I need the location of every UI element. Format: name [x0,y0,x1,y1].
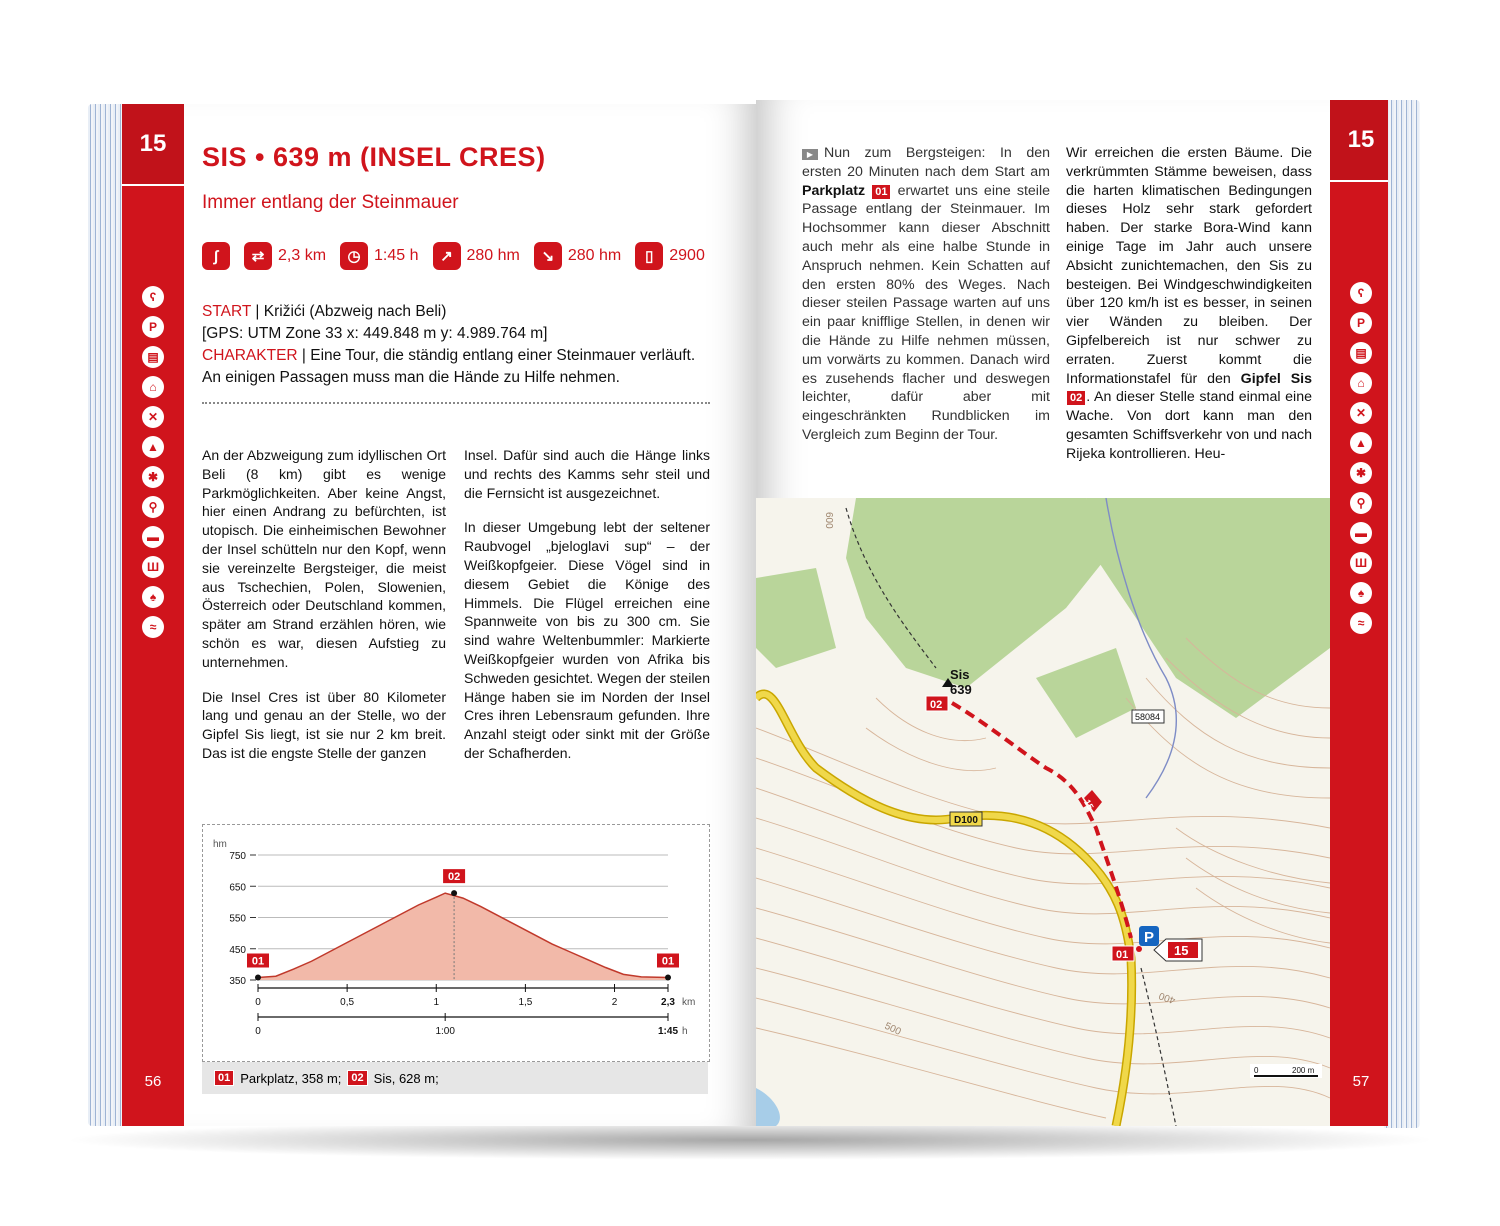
paragraph: Die Insel Cres ist über 80 Kilometer lang und genau an der Stelle, wo der Gipfel Sis liegt, ist sie nur 2 km breit. Das ist die engste Stelle der ganzen [202,688,446,761]
snowflake-icon: ✱ [1350,462,1372,484]
code-label: 58084 [1135,712,1161,722]
left-red-rail [122,104,184,1126]
time-value: 1:45 h [374,247,419,264]
ascent-icon: ↗ [433,242,461,270]
y-tick-label: 450 [229,944,246,956]
start-point [1136,946,1142,952]
book-shadow [60,1120,1440,1160]
mountain-icon: ▲ [142,436,164,458]
waypoint-01-label: 01 [1116,949,1129,961]
waypoint-badge: 01 [214,1070,234,1086]
x-axis-unit: km [682,997,696,1008]
bear-icon: ʕ [1350,282,1372,304]
page-number: 56 [144,1073,162,1090]
bed-icon: ▬ [142,526,164,548]
tour-info [202,301,712,389]
cablecar-icon: ⌂ [1350,372,1372,394]
y-tick-label: 650 [229,882,246,894]
category-icons [1330,282,1388,642]
y-axis-unit: hm [213,839,227,850]
cablecar-icon: ⌂ [142,376,164,398]
map-icon: ▯ [635,242,663,270]
x-tick-label: 0 [255,997,261,1008]
parking-icon: P [142,316,164,338]
waypoint-label: 01 [251,955,265,968]
route-number-label: 15 [1174,943,1189,958]
bus-icon: ▤ [1350,342,1372,364]
waypoint-legend [202,1062,708,1094]
divider [202,402,710,404]
paragraph: Insel. Dafür sind auch die Hänge links und rechts des Kamms sehr steil und die Fernsicht ist ausgezeichnet. [464,447,710,501]
contour-label: 400 [1157,989,1178,1006]
tour-subtitle: Immer entlang der Steinmauer [202,192,459,213]
scale-bar-start: 0 [1254,1066,1259,1075]
y-tick-label: 550 [229,913,246,925]
distance-value: 2,3 km [278,247,327,264]
route-type-icon: ∫ [202,242,230,270]
contour-label: 500 [882,1020,903,1038]
charakter-label: CHARAKTER [202,347,298,364]
map-svg [756,498,1330,1126]
text-column-1 [202,446,446,779]
waypoint-badge: 02 [1066,390,1086,406]
text-run: . An dieser Stelle stand einmal eine Wache. Von dort kann man den gesamten Schiffsverkehr von und nach Rijeka kontrollieren. Heu- [1066,389,1312,462]
map-number: 2900 [669,247,705,264]
waypoint-label: 01 [661,955,675,968]
x-tick-label: 2,3 [661,997,675,1008]
start-text: | Križići (Abzweig nach Beli) [251,303,447,320]
contour-label: 600 [823,512,834,529]
parkplatz-term: Parkplatz [802,182,866,199]
waypoint-dot [451,890,457,896]
x-tick-label: 1,5 [518,997,533,1008]
left-page [122,104,758,1126]
peak-name: Sis [950,667,970,682]
parking-icon: P [1350,312,1372,334]
time-axis-unit: h [682,1026,688,1037]
book-edge-right [1384,100,1420,1128]
waypoint-badge: 01 [871,184,891,200]
text-run: Wir erreichen die ersten Bäume. Die verkrümmten Stämme beweisen, dass die harten klimatischen Bedingungen dieses Holz sehr stark gefordert haben. Der starke Bora-Wind kann einige Tage im Jahr auch unsere Absicht zunichtemachen, den Sis zu besteigen. Bei Windgeschwindigkeiten über 120 km/h ist es besser, in seinen vier Wänden zu bleiben. Der Gipfelbereich ist nur schwer zu erraten. Zuerst kommt die Informationstafel für den [1066,145,1312,387]
swim-icon: ≈ [142,616,164,638]
charakter-text: | Eine Tour, die ständig entlang einer Steinmauer verläuft. An einigen Passagen muss man die Hände zu Hilfe nehmen. [202,347,696,386]
scale-bar-end: 200 m [1292,1066,1315,1075]
restaurant-icon: ✕ [1350,402,1372,424]
profile-area [258,893,668,980]
bear-icon: ʕ [142,286,164,308]
arrow-icon: ▶ [802,149,818,160]
waypoint-badge: 02 [347,1070,367,1086]
tour-stats [202,242,705,270]
category-icons [122,286,184,646]
museum-icon: Ш [142,556,164,578]
waypoint-label: 02 [447,871,461,884]
descent-icon: ↘ [534,242,562,270]
right-page [756,100,1388,1126]
elevation-profile [202,824,710,1062]
time-tick-label: 1:00 [435,1026,455,1037]
page-number: 57 [1352,1073,1370,1090]
topographic-map [756,498,1330,1126]
waypoint-text: Parkplatz, 358 m; [240,1070,342,1086]
ascent-value: 280 hm [466,247,520,264]
restaurant-icon: ✕ [142,406,164,428]
bed-icon: ▬ [1350,522,1372,544]
waypoint-dot [255,975,261,981]
time-tick-label: 0 [255,1026,261,1037]
start-label: START [202,303,252,320]
x-tick-label: 2 [611,997,618,1008]
waypoint-02-label: 02 [930,699,943,711]
gipfel-term: Gipfel Sis [1240,370,1312,387]
swim-icon: ≈ [1350,612,1372,634]
clock-icon: ◷ [340,242,368,270]
right-text-column-2 [1066,144,1312,464]
tree-icon: ♠ [142,586,164,608]
parking-label: P [1144,929,1155,946]
mountain-icon: ▲ [1350,432,1372,454]
x-tick-label: 1 [433,997,440,1008]
y-tick-label: 750 [229,851,246,862]
gps-text: [GPS: UTM Zone 33 x: 449.848 m y: 4.989.764 m] [202,325,548,342]
tour-title: SIS • 639 m (INSEL CRES) [202,142,546,172]
y-tick-label: 350 [229,976,246,987]
tour-number-tab: 15 [1330,100,1388,182]
peak-altitude: 639 [950,682,972,697]
right-red-rail [1330,100,1388,1126]
road-label: D100 [954,815,978,826]
bike-icon: ⚲ [142,496,164,518]
route-marker-label: 15 [1082,797,1096,812]
bike-icon: ⚲ [1350,492,1372,514]
museum-icon: Ш [1350,552,1372,574]
waypoint-dot [665,975,671,981]
elevation-chart [203,825,709,1061]
bus-icon: ▤ [142,346,164,368]
right-text-column-1 [802,144,1050,445]
time-tick-label: 1:45 [657,1026,679,1037]
text-run: erwartet uns eine steile Passage entlang der Steinmauer. Im Hochsommer kann dieser Abschnitt auch mehr als eine halbe Stunde in Anspruch nehmen. Kein Schatten auf den ersten 80% des Weges. Nach dieser steilen Passage warten auf uns ein paar knifflige Stellen, in denen wir die Hände zu Hilfe nehmen müssen, um vorwärts zu kommen. Danach wird es zusehends flacher und deswegen leichter, dafür aber mit eingeschränkten Rundblicken im Vergleich zum Beginn der Tour. [802,182,1050,443]
paragraph: An der Abzweigung zum idyllischen Ort Beli (8 km) gibt es wenige Parkmöglichkeiten. Aber keine Angst, hier einen Andrang zu befürchten, ist utopisch. Die einheimischen Bewohner der Insel schütteln nur den Kopf, wenn sie vereinzelte Bergsteiger, die meist aus Tschechien, Polen, Slowenien, Österreich oder Deutschland kommen, später am Strand erzählen hören, wie schön es war, diesen Aufstieg zu unternehmen. [202,447,446,670]
distance-icon: ⇄ [244,242,272,270]
tree-icon: ♠ [1350,582,1372,604]
text-column-2 [464,446,710,779]
paragraph: In dieser Umgebung lebt der seltener Raubvogel „bjeloglavi sup“ – der Weißkopfgeier. Diese Vögel sind in diesem Gebiet die Könige des Himmels. Die Flügel erreichen eine Spannweite von bis zu 300 cm. Sie sind wahre Weltenbummler: Markierte Weißkopfgeier wurden von Afrika bis Schweden gesichtet. Wegen der steilen Hänge haben sie im Norden der Insel Cres ihren Lebensraum gefunden. Ihre Anzahl steigt oder sinkt mit der Größe der Schafherden. [464,519,710,761]
x-tick-label: 0,5 [340,997,355,1008]
text-run: Nun zum Bergsteigen: In den ersten 20 Minuten nach dem Start am [802,145,1050,180]
tour-number-tab: 15 [122,104,184,186]
descent-value: 280 hm [567,247,622,264]
snowflake-icon: ✱ [142,466,164,488]
waypoint-text: Sis, 628 m; [373,1070,439,1086]
